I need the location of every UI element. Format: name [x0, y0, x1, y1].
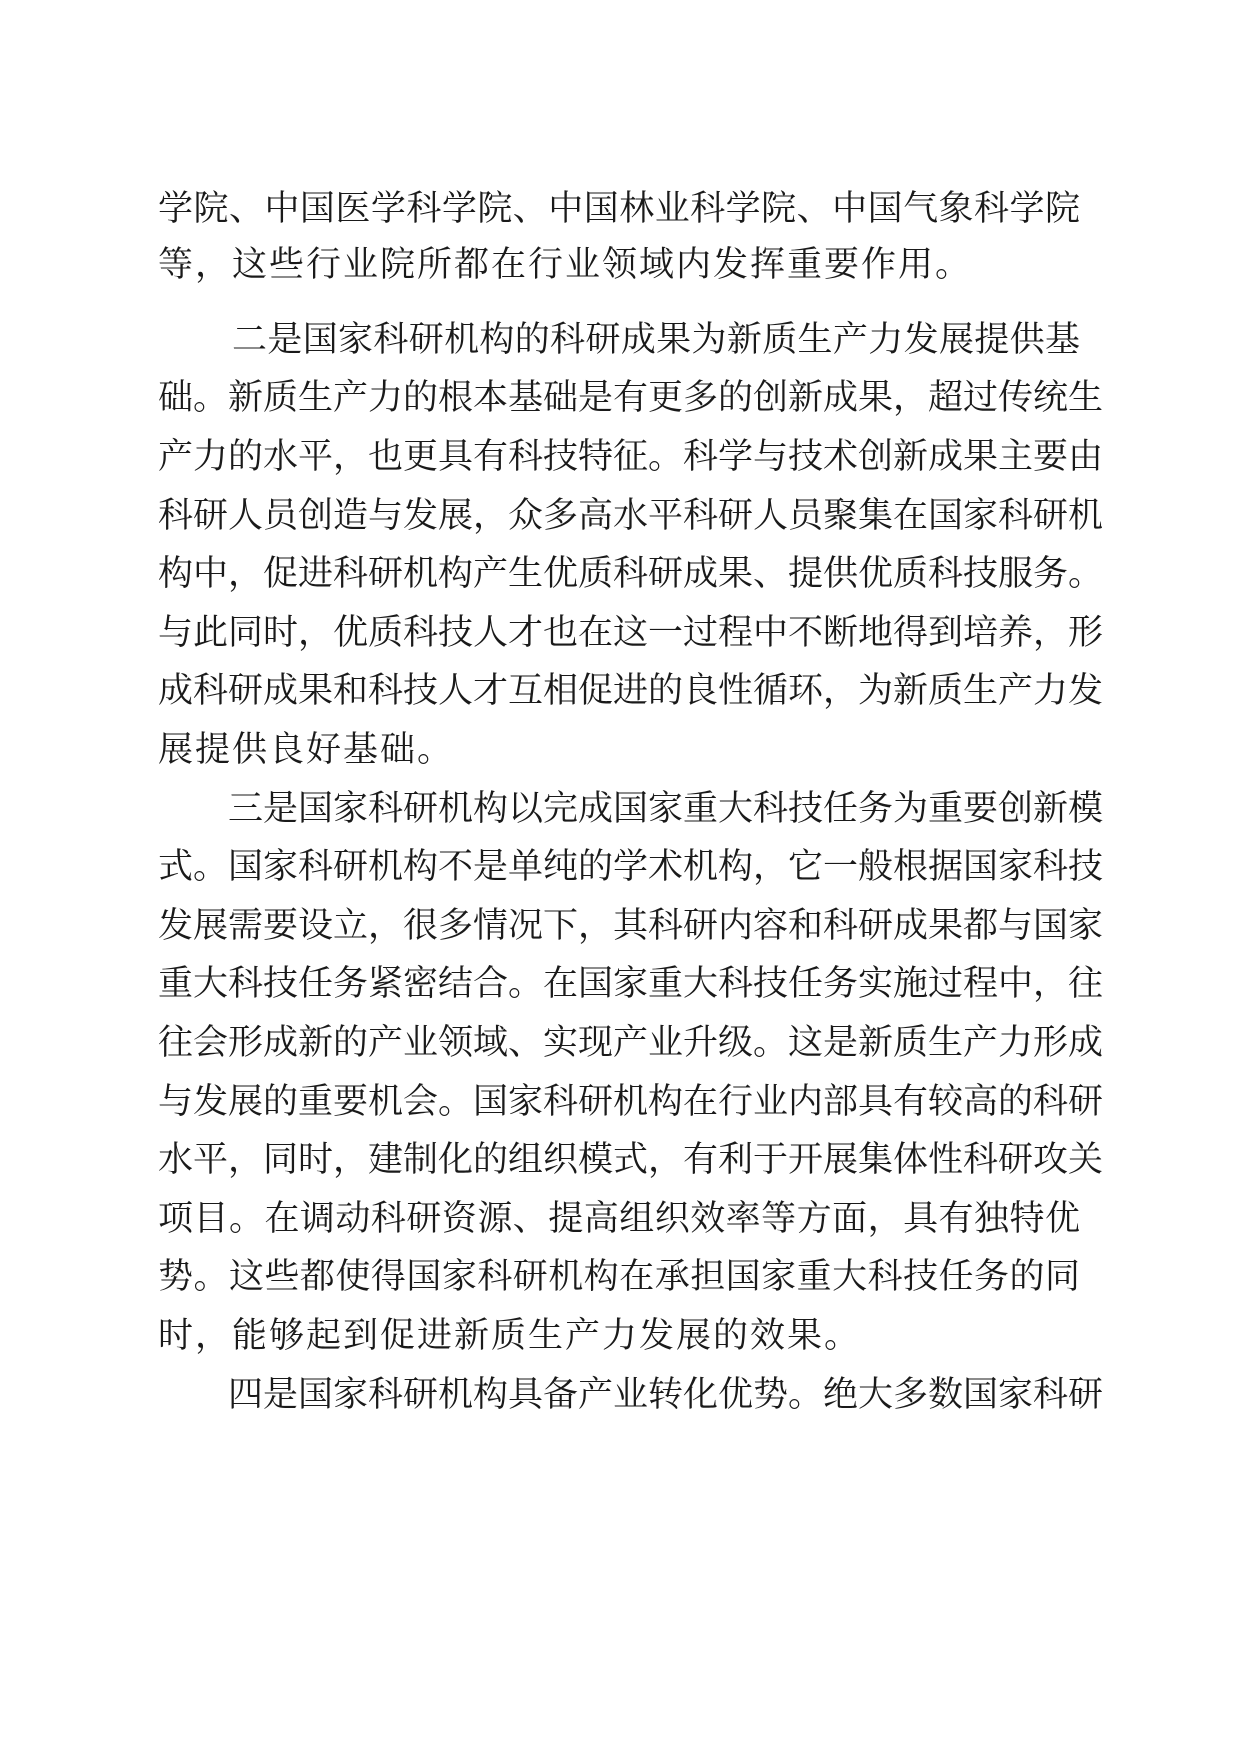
text-line: 与此同时，优质科技人才也在这一过程中不断地得到培养，形: [158, 613, 1104, 653]
text-line: 时，能够起到促进新质生产力发展的效果。: [158, 1316, 862, 1356]
text-line: 学院、中国医学科学院、中国林业科学院、中国气象科学院: [158, 189, 1080, 229]
text-line: 势。这些都使得国家科研机构在承担国家重大科技任务的同: [158, 1257, 1080, 1297]
text-line: 产力的水平，也更具有科技特征。科学与技术创新成果主要由: [158, 437, 1104, 477]
text-line: 与发展的重要机会。国家科研机构在行业内部具有较高的科研: [158, 1082, 1104, 1122]
text-line: 构中，促进科研机构产生优质科研成果、提供优质科技服务。: [158, 554, 1104, 594]
text-line: 科研人员创造与发展，众多高水平科研人员聚集在国家科研机: [158, 496, 1104, 536]
paragraph-start-line: 四是国家科研机构具备产业转化优势。绝大多数国家科研: [228, 1375, 1104, 1415]
text-line: 发展需要设立，很多情况下，其科研内容和科研成果都与国家: [158, 906, 1104, 946]
text-line: 重大科技任务紧密结合。在国家重大科技任务实施过程中，往: [158, 964, 1104, 1004]
text-line: 展提供良好基础。: [158, 730, 455, 770]
text-line: 项目。在调动科研资源、提高组织效率等方面，具有独特优: [158, 1199, 1080, 1239]
text-line: 等，这些行业院所都在行业领域内发挥重要作用。: [158, 245, 973, 285]
text-line: 往会形成新的产业领域、实现产业升级。这是新质生产力形成: [158, 1023, 1104, 1063]
paragraph-start-line: 三是国家科研机构以完成国家重大科技任务为重要创新模: [228, 789, 1104, 829]
text-line: 式。国家科研机构不是单纯的学术机构，它一般根据国家科技: [158, 847, 1104, 887]
text-line: 础。新质生产力的根本基础是有更多的创新成果，超过传统生: [158, 378, 1104, 418]
text-line: 水平，同时，建制化的组织模式，有利于开展集体性科研攻关: [158, 1140, 1104, 1180]
text-line: 成科研成果和科技人才互相促进的良性循环，为新质生产力发: [158, 671, 1104, 711]
paragraph-start-line: 二是国家科研机构的科研成果为新质生产力发展提供基: [232, 320, 1080, 360]
